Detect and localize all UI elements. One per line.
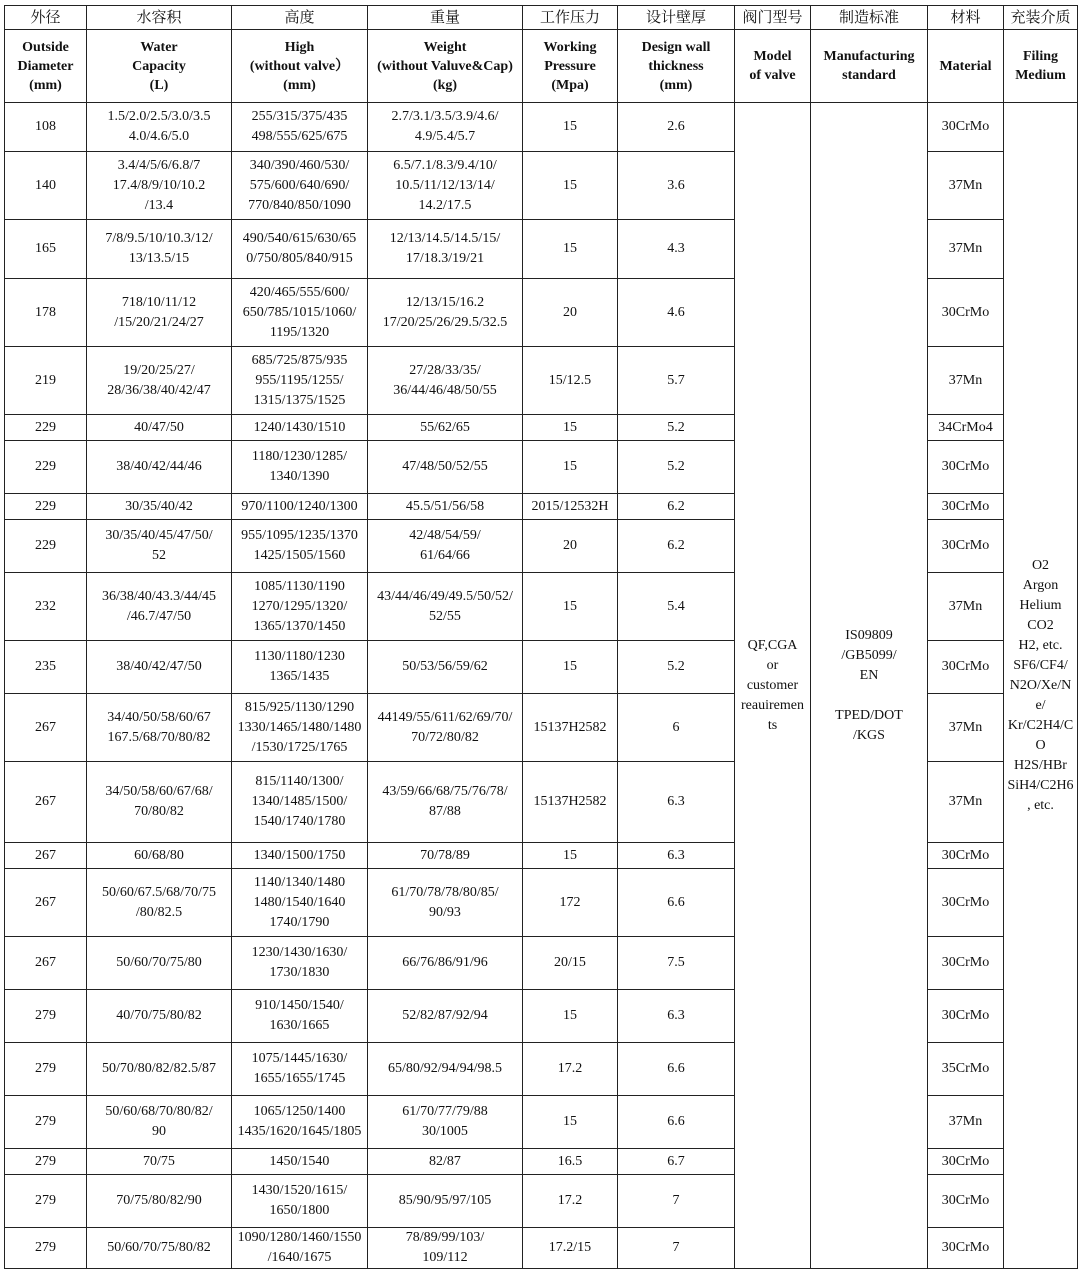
water-capacity-cell: 38/40/42/44/46	[87, 441, 232, 494]
outside-diameter-cell: 279	[5, 1149, 87, 1175]
weight-cell: 2.7/3.1/3.5/3.9/4.6/ 4.9/5.4/5.7	[368, 103, 523, 152]
working-pressure-cell: 15	[523, 843, 618, 869]
wall-thickness-cell: 5.2	[618, 415, 735, 441]
outside-diameter-cell: 279	[5, 990, 87, 1043]
water-capacity-cell: 40/70/75/80/82	[87, 990, 232, 1043]
height-cell: 815/925/1130/1290 1330/1465/1480/1480 /1530/1725/1765	[232, 694, 368, 762]
working-pressure-cell: 20	[523, 520, 618, 573]
wall-thickness-cell: 6.2	[618, 520, 735, 573]
header-cn-manufacturing-standard: 制造标准	[811, 6, 928, 30]
wall-thickness-cell: 3.6	[618, 152, 735, 220]
weight-cell: 44149/55/611/62/69/70/ 70/72/80/82	[368, 694, 523, 762]
working-pressure-cell: 2015/12532H	[523, 494, 618, 520]
weight-cell: 70/78/89	[368, 843, 523, 869]
weight-cell: 61/70/77/79/88 30/1005	[368, 1096, 523, 1149]
water-capacity-cell: 70/75/80/82/90	[87, 1175, 232, 1228]
valve-model-cell: QF,CGA or customer reauiremen ts	[735, 103, 811, 1269]
wall-thickness-cell: 4.6	[618, 279, 735, 347]
height-cell: 1430/1520/1615/ 1650/1800	[232, 1175, 368, 1228]
wall-thickness-cell: 6.6	[618, 1096, 735, 1149]
water-capacity-cell: 40/47/50	[87, 415, 232, 441]
water-capacity-cell: 50/60/70/75/80	[87, 937, 232, 990]
wall-thickness-cell: 7	[618, 1228, 735, 1269]
working-pressure-cell: 15	[523, 415, 618, 441]
working-pressure-cell: 20	[523, 279, 618, 347]
outside-diameter-cell: 229	[5, 415, 87, 441]
header-en-material: Material	[928, 30, 1004, 103]
material-cell: 30CrMo	[928, 494, 1004, 520]
material-cell: 30CrMo	[928, 937, 1004, 990]
height-cell: 1180/1230/1285/ 1340/1390	[232, 441, 368, 494]
header-en-valve-model: Model of valve	[735, 30, 811, 103]
height-cell: 340/390/460/530/ 575/600/640/690/ 770/840/850/1090	[232, 152, 368, 220]
header-cn-material: 材料	[928, 6, 1004, 30]
height-cell: 685/725/875/935 955/1195/1255/ 1315/1375/1525	[232, 347, 368, 415]
water-capacity-cell: 70/75	[87, 1149, 232, 1175]
wall-thickness-cell: 6.3	[618, 990, 735, 1043]
outside-diameter-cell: 279	[5, 1228, 87, 1269]
material-cell: 37Mn	[928, 347, 1004, 415]
weight-cell: 6.5/7.1/8.3/9.4/10/ 10.5/11/12/13/14/ 14.2/17.5	[368, 152, 523, 220]
wall-thickness-cell: 5.2	[618, 641, 735, 694]
header-cn-working-pressure: 工作压力	[523, 6, 618, 30]
water-capacity-cell: 3.4/4/5/6/6.8/7 17.4/8/9/10/10.2 /13.4	[87, 152, 232, 220]
wall-thickness-cell: 5.4	[618, 573, 735, 641]
material-cell: 30CrMo	[928, 869, 1004, 937]
header-row-english	[5, 30, 1078, 103]
weight-cell: 66/76/86/91/96	[368, 937, 523, 990]
working-pressure-cell: 172	[523, 869, 618, 937]
outside-diameter-cell: 235	[5, 641, 87, 694]
wall-thickness-cell: 5.7	[618, 347, 735, 415]
weight-cell: 52/82/87/92/94	[368, 990, 523, 1043]
working-pressure-cell: 15	[523, 103, 618, 152]
outside-diameter-cell: 267	[5, 937, 87, 990]
material-cell: 37Mn	[928, 573, 1004, 641]
wall-thickness-cell: 6.3	[618, 843, 735, 869]
header-cn-valve-model: 阀门型号	[735, 6, 811, 30]
outside-diameter-cell: 267	[5, 762, 87, 843]
weight-cell: 82/87	[368, 1149, 523, 1175]
material-cell: 30CrMo	[928, 990, 1004, 1043]
weight-cell: 43/44/46/49/49.5/50/52/ 52/55	[368, 573, 523, 641]
weight-cell: 42/48/54/59/ 61/64/66	[368, 520, 523, 573]
material-cell: 34CrMo4	[928, 415, 1004, 441]
height-cell: 815/1140/1300/ 1340/1485/1500/ 1540/1740/1780	[232, 762, 368, 843]
water-capacity-cell: 60/68/80	[87, 843, 232, 869]
outside-diameter-cell: 267	[5, 694, 87, 762]
working-pressure-cell: 15137H2582	[523, 762, 618, 843]
outside-diameter-cell: 108	[5, 103, 87, 152]
outside-diameter-cell: 229	[5, 494, 87, 520]
header-cn-height: 高度	[232, 6, 368, 30]
water-capacity-cell: 718/10/11/12 /15/20/21/24/27	[87, 279, 232, 347]
working-pressure-cell: 15/12.5	[523, 347, 618, 415]
weight-cell: 12/13/14.5/14.5/15/ 17/18.3/19/21	[368, 220, 523, 279]
height-cell: 970/1100/1240/1300	[232, 494, 368, 520]
working-pressure-cell: 17.2	[523, 1175, 618, 1228]
height-cell: 1140/1340/1480 1480/1540/1640 1740/1790	[232, 869, 368, 937]
weight-cell: 61/70/78/78/80/85/ 90/93	[368, 869, 523, 937]
material-cell: 37Mn	[928, 220, 1004, 279]
height-cell: 1450/1540	[232, 1149, 368, 1175]
material-cell: 30CrMo	[928, 279, 1004, 347]
water-capacity-cell: 7/8/9.5/10/10.3/12/ 13/13.5/15	[87, 220, 232, 279]
height-cell: 255/315/375/435 498/555/625/675	[232, 103, 368, 152]
working-pressure-cell: 15137H2582	[523, 694, 618, 762]
header-cn-weight: 重量	[368, 6, 523, 30]
material-cell: 35CrMo	[928, 1043, 1004, 1096]
outside-diameter-cell: 279	[5, 1096, 87, 1149]
weight-cell: 50/53/56/59/62	[368, 641, 523, 694]
weight-cell: 12/13/15/16.2 17/20/25/26/29.5/32.5	[368, 279, 523, 347]
outside-diameter-cell: 232	[5, 573, 87, 641]
wall-thickness-cell: 5.2	[618, 441, 735, 494]
wall-thickness-cell: 6.7	[618, 1149, 735, 1175]
height-cell: 1065/1250/1400 1435/1620/1645/1805	[232, 1096, 368, 1149]
header-en-manufacturing-standard: Manufacturing standard	[811, 30, 928, 103]
table-header	[5, 6, 1078, 103]
table-body	[5, 103, 1078, 1269]
water-capacity-cell: 50/60/67.5/68/70/75 /80/82.5	[87, 869, 232, 937]
header-en-height: High (without valve）(mm)	[232, 30, 368, 103]
material-cell: 37Mn	[928, 152, 1004, 220]
working-pressure-cell: 17.2/15	[523, 1228, 618, 1269]
wall-thickness-cell: 7	[618, 1175, 735, 1228]
water-capacity-cell: 50/60/70/75/80/82	[87, 1228, 232, 1269]
header-en-wall-thickness: Design wall thickness (mm)	[618, 30, 735, 103]
water-capacity-cell: 30/35/40/45/47/50/ 52	[87, 520, 232, 573]
weight-cell: 55/62/65	[368, 415, 523, 441]
material-cell: 30CrMo	[928, 441, 1004, 494]
cylinder-spec-table	[4, 5, 1078, 1269]
material-cell: 30CrMo	[928, 103, 1004, 152]
outside-diameter-cell: 229	[5, 520, 87, 573]
outside-diameter-cell: 267	[5, 843, 87, 869]
weight-cell: 43/59/66/68/75/76/78/ 87/88	[368, 762, 523, 843]
height-cell: 1085/1130/1190 1270/1295/1320/ 1365/1370/1450	[232, 573, 368, 641]
outside-diameter-cell: 140	[5, 152, 87, 220]
height-cell: 955/1095/1235/1370 1425/1505/1560	[232, 520, 368, 573]
water-capacity-cell: 19/20/25/27/ 28/36/38/40/42/47	[87, 347, 232, 415]
outside-diameter-cell: 279	[5, 1175, 87, 1228]
header-en-outside-diameter: Outside Diameter (mm)	[5, 30, 87, 103]
wall-thickness-cell: 6.6	[618, 869, 735, 937]
height-cell: 490/540/615/630/65 0/750/805/840/915	[232, 220, 368, 279]
water-capacity-cell: 50/60/68/70/80/82/ 90	[87, 1096, 232, 1149]
header-cn-wall-thickness: 设计壁厚	[618, 6, 735, 30]
working-pressure-cell: 15	[523, 573, 618, 641]
table-row	[5, 103, 1078, 152]
weight-cell: 27/28/33/35/ 36/44/46/48/50/55	[368, 347, 523, 415]
header-en-filling-medium: Filing Medium	[1004, 30, 1078, 103]
header-en-working-pressure: Working Pressure (Mpa)	[523, 30, 618, 103]
working-pressure-cell: 15	[523, 1096, 618, 1149]
manufacturing-standard-cell: IS09809 /GB5099/ EN TPED/DOT /KGS	[811, 103, 928, 1269]
filling-medium-cell: O2 Argon Helium CO2 H2, etc. SF6/CF4/ N2O/Xe/N e/ Kr/C2H4/C O H2S/HBr SiH4/C2H6 , etc.	[1004, 103, 1078, 1269]
wall-thickness-cell: 7.5	[618, 937, 735, 990]
height-cell: 1090/1280/1460/1550 /1640/1675	[232, 1228, 368, 1269]
material-cell: 30CrMo	[928, 1228, 1004, 1269]
height-cell: 1075/1445/1630/ 1655/1655/1745	[232, 1043, 368, 1096]
material-cell: 30CrMo	[928, 1175, 1004, 1228]
header-en-water-capacity: Water Capacity (L)	[87, 30, 232, 103]
wall-thickness-cell: 6.3	[618, 762, 735, 843]
working-pressure-cell: 15	[523, 641, 618, 694]
outside-diameter-cell: 178	[5, 279, 87, 347]
water-capacity-cell: 1.5/2.0/2.5/3.0/3.5 4.0/4.6/5.0	[87, 103, 232, 152]
height-cell: 910/1450/1540/ 1630/1665	[232, 990, 368, 1043]
water-capacity-cell: 30/35/40/42	[87, 494, 232, 520]
outside-diameter-cell: 219	[5, 347, 87, 415]
header-cn-water-capacity: 水容积	[87, 6, 232, 30]
height-cell: 1340/1500/1750	[232, 843, 368, 869]
material-cell: 30CrMo	[928, 641, 1004, 694]
water-capacity-cell: 50/70/80/82/82.5/87	[87, 1043, 232, 1096]
height-cell: 1130/1180/1230 1365/1435	[232, 641, 368, 694]
water-capacity-cell: 34/50/58/60/67/68/ 70/80/82	[87, 762, 232, 843]
wall-thickness-cell: 6.6	[618, 1043, 735, 1096]
height-cell: 420/465/555/600/ 650/785/1015/1060/ 1195/1320	[232, 279, 368, 347]
wall-thickness-cell: 4.3	[618, 220, 735, 279]
header-cn-filling-medium: 充装介质	[1004, 6, 1078, 30]
wall-thickness-cell: 2.6	[618, 103, 735, 152]
material-cell: 30CrMo	[928, 520, 1004, 573]
weight-cell: 78/89/99/103/ 109/112	[368, 1228, 523, 1269]
weight-cell: 65/80/92/94/94/98.5	[368, 1043, 523, 1096]
outside-diameter-cell: 267	[5, 869, 87, 937]
material-cell: 30CrMo	[928, 1149, 1004, 1175]
outside-diameter-cell: 165	[5, 220, 87, 279]
material-cell: 37Mn	[928, 694, 1004, 762]
header-en-weight: Weight (without Valuve&Cap) (kg)	[368, 30, 523, 103]
outside-diameter-cell: 279	[5, 1043, 87, 1096]
height-cell: 1240/1430/1510	[232, 415, 368, 441]
working-pressure-cell: 15	[523, 990, 618, 1043]
header-cn-outside-diameter: 外径	[5, 6, 87, 30]
weight-cell: 45.5/51/56/58	[368, 494, 523, 520]
working-pressure-cell: 16.5	[523, 1149, 618, 1175]
water-capacity-cell: 36/38/40/43.3/44/45 /46.7/47/50	[87, 573, 232, 641]
material-cell: 30CrMo	[928, 843, 1004, 869]
outside-diameter-cell: 229	[5, 441, 87, 494]
working-pressure-cell: 15	[523, 441, 618, 494]
weight-cell: 85/90/95/97/105	[368, 1175, 523, 1228]
wall-thickness-cell: 6	[618, 694, 735, 762]
working-pressure-cell: 15	[523, 152, 618, 220]
material-cell: 37Mn	[928, 762, 1004, 843]
working-pressure-cell: 15	[523, 220, 618, 279]
wall-thickness-cell: 6.2	[618, 494, 735, 520]
working-pressure-cell: 17.2	[523, 1043, 618, 1096]
weight-cell: 47/48/50/52/55	[368, 441, 523, 494]
working-pressure-cell: 20/15	[523, 937, 618, 990]
header-row-chinese	[5, 6, 1078, 30]
water-capacity-cell: 34/40/50/58/60/67 167.5/68/70/80/82	[87, 694, 232, 762]
material-cell: 37Mn	[928, 1096, 1004, 1149]
height-cell: 1230/1430/1630/ 1730/1830	[232, 937, 368, 990]
water-capacity-cell: 38/40/42/47/50	[87, 641, 232, 694]
